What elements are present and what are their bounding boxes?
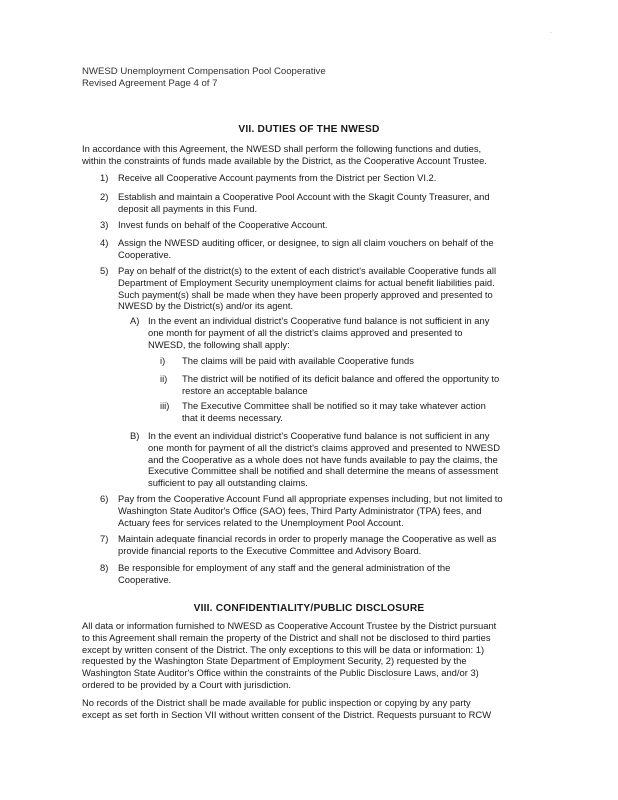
item-line: Receive all Cooperative Account payments from the District per Section VI.2. — [118, 172, 437, 183]
sub-item-line: Executive Committee shall be notified and shall determine the means of assessment — [148, 465, 499, 477]
item-number: 1) — [100, 172, 109, 183]
intro-line: In accordance with this Agreement, the NWESD shall perform the following functions and duties, — [82, 143, 482, 154]
section-8-paragraph-2 — [82, 697, 552, 721]
header-line-1: NWESD Unemployment Compensation Pool Cooperative — [82, 66, 326, 77]
paragraph-line: Washington State Auditor's Office within the constraints of the Public Disclosure Laws, and/or 3) — [82, 667, 479, 679]
paragraph-line: ordered to be provided by a Court with jurisdiction. — [82, 678, 291, 690]
item-text — [118, 562, 450, 586]
item-line: Be responsible for employment of any staff and the general administration of the — [118, 562, 451, 573]
item-number: 4) — [100, 237, 109, 248]
item-text — [118, 533, 496, 557]
item-number: 2) — [100, 191, 109, 202]
item-number: 3) — [100, 219, 109, 230]
sub-item-line: In the event an individual district's Cooperative fund balance is not sufficient in any — [148, 315, 490, 326]
intro-line: within the constraints of funds made available by the District, as the Cooperative Account Trustee. — [82, 154, 487, 166]
item-text — [118, 191, 490, 215]
sub-item-line: one month for payment of all the district's claims approved and presented to NWESD — [148, 441, 500, 453]
sub-sub-item-line: The Executive Committee shall be notified so it may take whatever action — [182, 400, 486, 411]
paragraph-line: requested by the Washington State Department of Employment Security, 2) requested by the — [82, 655, 467, 667]
item-line: Pay on behalf of the district(s) to the extent of each district's available Cooperative funds all — [118, 265, 497, 276]
item-line: Establish and maintain a Cooperative Pool Account with the Skagit County Treasurer, and — [118, 191, 490, 202]
item-text — [118, 237, 494, 261]
item-line: Actuary fees for services related to the Unemployment Pool Account. — [118, 516, 404, 528]
item-line: Pay from the Cooperative Account Fund all appropriate expenses including, but not limited to — [118, 493, 503, 504]
item-line: Assign the NWESD auditing officer, or designee, to sign all claim vouchers on behalf of the — [118, 237, 494, 248]
item-line: provide financial reports to the Executive Committee and Advisory Board. — [118, 544, 422, 556]
item-line: NWESD by the District(s) and/or its agent. — [118, 300, 294, 312]
sub-sub-item-line: The claims will be paid with available Cooperative funds — [182, 355, 414, 366]
sub-sub-item-text — [182, 400, 486, 424]
paragraph-line: except as set forth in Section VII without written consent of the District. Requests pursuant to RCW — [82, 708, 492, 720]
item-text — [118, 219, 328, 231]
sub-item-label: A) — [130, 315, 140, 326]
sub-item-label: B) — [130, 430, 140, 441]
sub-item-text — [148, 315, 489, 350]
paragraph-line: All data or information furnished to NWESD as Cooperative Account Trustee by the District pursuant — [82, 620, 497, 631]
sub-sub-item-text — [182, 355, 414, 367]
item-line: Invest funds on behalf of the Cooperative Account. — [118, 219, 328, 230]
stray-mark: · — [550, 30, 552, 36]
item-number: 5) — [100, 265, 109, 276]
sub-sub-item-line: The district will be notified of its deficit balance and offered the opportunity to — [182, 373, 500, 384]
item-line: Cooperative. — [118, 248, 172, 260]
document-header — [82, 66, 326, 90]
section-8-title: VIII. CONFIDENTIALITY/PUBLIC DISCLOSURE — [193, 603, 425, 614]
roman-numeral: iii) — [160, 400, 170, 411]
sub-item-line: In the event an individual district's Cooperative fund balance is not sufficient in any — [148, 430, 490, 441]
item-text — [118, 493, 503, 528]
item-line: Cooperative. — [118, 573, 172, 585]
section-8-paragraph-1 — [82, 620, 552, 691]
roman-numeral: i) — [160, 355, 166, 366]
section-7-title: VII. DUTIES OF THE NWESD — [238, 124, 380, 135]
sub-sub-item-line: restore an acceptable balance — [182, 384, 308, 396]
item-line: Maintain adequate financial records in order to properly manage the Cooperative as well as — [118, 533, 497, 544]
sub-item-line: and the Cooperative as a whole does not have funds available to pay the claims, the — [148, 453, 498, 465]
item-line: Washington State Auditor's Office (SAO) fees, Third Party Administrator (TPA) fees, and — [118, 504, 482, 516]
item-text — [118, 172, 436, 184]
sub-sub-item-text — [182, 373, 499, 397]
item-line: deposit all payments in this Fund. — [118, 202, 258, 214]
item-number: 6) — [100, 493, 109, 504]
item-number: 8) — [100, 562, 109, 573]
sub-item-line: NWESD, the following shall apply: — [148, 338, 290, 350]
paragraph-line: except by written consent of the District. The only exceptions to this will be data or information: 1) — [82, 643, 485, 655]
sub-item-line: one month for payment of all the district's claims approved and presented to — [148, 326, 463, 338]
item-line: Department of Employment Security unemployment claims for actual benefit liabilities paid. — [118, 276, 495, 288]
section-7-intro — [82, 143, 542, 167]
paragraph-line: No records of the District shall be made available for public inspection or copying by any party — [82, 697, 471, 708]
header-line-2: Revised Agreement Page 4 of 7 — [82, 78, 218, 89]
item-number: 7) — [100, 533, 109, 544]
item-line: Such payment(s) shall be made when they have been properly approved and presented to — [118, 288, 493, 300]
sub-sub-item-line: that it deems necessary. — [182, 411, 283, 423]
sub-item-line: sufficient to pay all outstanding claims. — [148, 477, 308, 489]
sub-item-text — [148, 430, 500, 489]
paragraph-line: to this Agreement shall remain the property of the District and shall not be disclosed to third parties — [82, 631, 491, 643]
roman-numeral: ii) — [160, 373, 168, 384]
item-text — [118, 265, 496, 312]
